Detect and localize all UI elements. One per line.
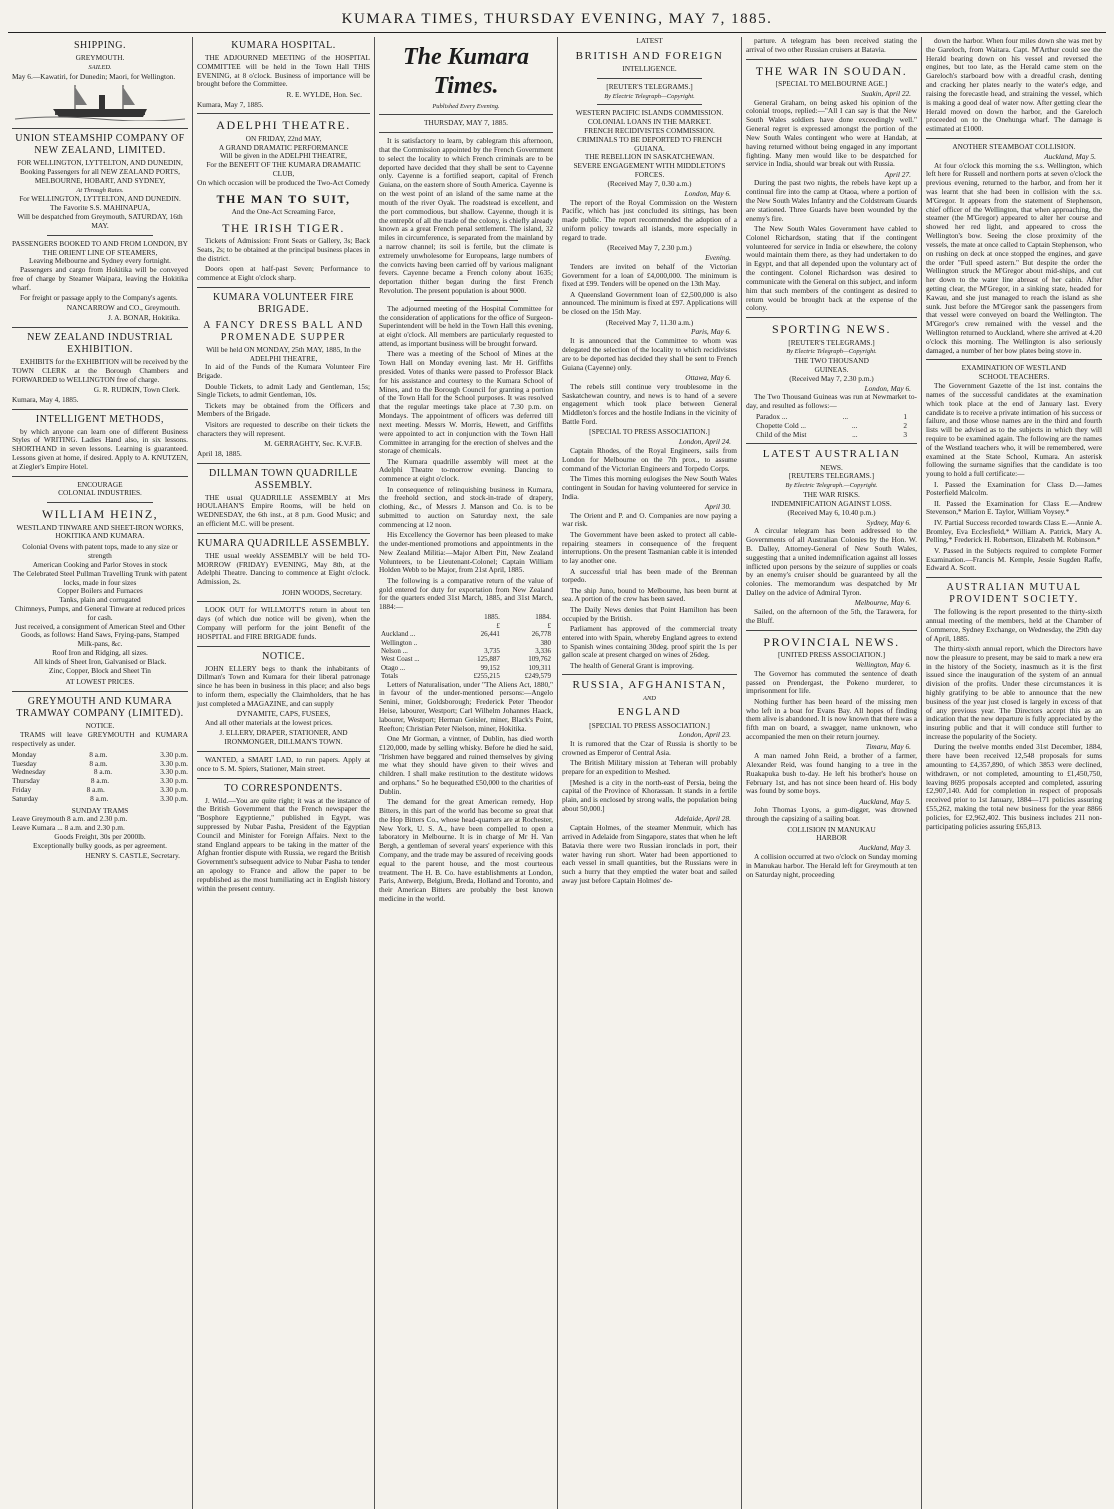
editorial-paragraph: The adjourned meeting of the Hospital Committee for the consideration of applications for the office of Surgeon-Superintendent will be held in the Town Hall this evening, at eight o'clock. All members are particularly requested to attend, as important business will be brought forward. (379, 303, 553, 349)
dateline: Suakin, April 22. (861, 88, 911, 98)
editorial-paragraph: Letters of Naturalisation, under "The Aliens Act, 1880," in favour of the under-mentioned persons:—Angelo Senini, miner, Goldsborough; Frederick Peter Theodor Heise, labourer, Westport; Carl Wilhelm Johannes Haack, labourer, Westport; Herman Geisler, miner, Black's Point, Reefton; Christian Peter Nielson, miner, Hokitika. (379, 679, 553, 733)
am-time: 8 a.m. (90, 776, 110, 786)
adelphi-line-4: For the BENEFIT OF THE KUMARA DRAMATIC CLUB, (206, 160, 361, 179)
shipping-line: May 6.—Kawatiri, for Dunedin; Maori, for Wellington. (12, 71, 176, 81)
usco-line-9: Passengers and cargo from Hokitika will be conveyed free of charge by Steamer Waipara, leaving the Hokitika wharf. (12, 265, 188, 292)
adelphi-theatre-heading: ADELPHI THEATRE. (216, 118, 351, 133)
news-paragraph: Tenders are invited on behalf of the Victorian Government for a loan of £4,000,000. The minimum is fixed at £99. Tenders will be opened on the 13th May. (562, 261, 737, 289)
russia-heading: RUSSIA, AFGHANISTAN, (572, 679, 727, 692)
sporting-news-heading: SPORTING NEWS. (772, 322, 891, 337)
horse-name: Chopette Cold ... (756, 420, 806, 430)
am-time: 8 a.m. (89, 749, 108, 759)
news-paragraph: John Thomas Lyons, a gum-digger, was drowned through the capsizing of a sailing boat. (746, 805, 917, 824)
dateline: Wellington, May 6. (855, 659, 911, 669)
leader-dots: ... (842, 412, 849, 422)
news-paragraph: The Governor has commuted the sentence of death passed on Prendergast, the Pokeno murderer, to imprisonment for life. (746, 668, 917, 696)
table-cell: 26,778 (531, 630, 551, 639)
play-title-1: THE MAN TO SUIT, (216, 191, 351, 206)
news-heading: NEWS. (820, 462, 843, 472)
received-line: (Received May 7, 2.30 p.m.) (607, 243, 692, 253)
table-cell: Totals (381, 672, 399, 681)
divider (197, 778, 370, 779)
column-6 (921, 37, 1106, 1509)
reuters-label: [REUTERS TELEGRAMS.] (788, 471, 875, 481)
nz-exhibition-signature: G. R. RUDKIN, Town Clerk. (93, 384, 180, 394)
copyright-label: By Electric Telegraph.—Copyright. (785, 482, 878, 490)
table-cell: 3,735 (484, 647, 500, 656)
table-cell: 99,152 (480, 663, 500, 672)
news-paragraph: Sailed, on the afternoon of the 5th, the Tarawera, for the Bluff. (746, 607, 917, 625)
editorial-paragraph: The following is a comparative return of the value of gold entered for duty for exportation from New Zealand for the quarters ended 31st March, 1885, and 31st March, 1884:— (379, 575, 553, 612)
page-masthead: KUMARA TIMES, THURSDAY EVENING, MAY 7, 1885. (8, 6, 1106, 33)
table-cell: Nelson ... (381, 647, 408, 656)
encourage-line-1: ENCOURAGE (77, 479, 123, 489)
news-paragraph: A Queensland Government loan of £2,500,000 is also announced. The minimum is fixed at £97. Applications will be closed on the 15th May. (562, 289, 737, 317)
news-heading: SEVERE ENGAGEMENT WITH MIDDLETON'S FORCES. (573, 161, 726, 180)
tramway-heading: GREYMOUTH AND KUMARA TRAMWAY COMPANY (LIMITED). (16, 696, 184, 720)
pm-time: 3.30 p.m. (160, 776, 188, 786)
news-paragraph: The Daily News denies that Point Hamilton has been occupied by the British. (562, 604, 737, 623)
william-heinz-items (12, 543, 188, 675)
news-heading: FRENCH RECIDIVISTES COMMISSION. (584, 126, 715, 136)
fire-brigade-line-4: Double Tickets, to admit Lady and Gentleman, 15s; Single Tickets, to admit Gentleman, 10s. (197, 381, 370, 400)
divider (197, 287, 370, 288)
table-cell (451, 639, 502, 647)
day-label: Thursday (12, 776, 40, 786)
press-association-label: [SPECIAL TO PRESS ASSOCIATION.] (589, 720, 710, 730)
table-cell: 109,311 (528, 663, 551, 672)
divider (197, 751, 370, 752)
table-cell: £255,215 (473, 672, 500, 681)
received-line: (Received May 7, 0.30 a.m.) (607, 178, 692, 188)
table-cell: 380 (540, 638, 551, 647)
exam-list-item: IV. Partial Success recorded towards Class E.—Annie A. Bromley, Eva Ecclesfield,* William A. Patrick, Mary A. Pelling,* Frederick H. Robertson, Elizabeth M. Robinson.* (926, 517, 1102, 545)
news-paragraph: parture. A telegram has been received stating the arrival of two other Russian cruisers at Batavia. (746, 37, 917, 54)
day-label: Wednesday (12, 767, 46, 777)
list-item: Tanks, plain and corrugated (59, 595, 141, 605)
divider (197, 463, 370, 464)
war-in-soudan-heading: THE WAR IN SOUDAN. (755, 63, 908, 78)
received-line: (Received May 6, 10.40 p.m.) (787, 507, 876, 517)
list-item: Chimneys, Pumps, and General Tinware at reduced prices for cash. (14, 603, 186, 622)
play-title-2: THE IRISH TIGER. (222, 220, 345, 235)
tramway-secretary: HENRY S. CASTLE, Secretary. (85, 850, 180, 860)
news-paragraph: A collision occurred at two o'clock on Sunday morning in Manukau harbor. The Herald left for Greymouth at ten on Saturday night, proceeding (746, 852, 917, 879)
column-1 (8, 37, 192, 1509)
divider (12, 409, 188, 410)
news-paragraph: It is rumored that the Czar of Russia is shortly to be crowned as Emperor of Central Asia. (562, 739, 737, 758)
shipping-port: GREYMOUTH. (75, 53, 125, 62)
divider (562, 674, 737, 675)
news-paragraph: A circular telegram has been addressed to the Governments of all Australian Colonies by the Hon. W. B. Dalley, Attorney-General of New South Wales, suggesting that a united indemnification against all losses inflicted upon persons by the seizure of supplies or coals by an enemy's cruiser should be guaranteed by all the colonies. The memorandum was despatched by Mr Dalley on the advice of Admiral Tyron. (746, 526, 917, 597)
am-time: 8 a.m. (86, 784, 105, 794)
tramway-body: TRAMS will leave GREYMOUTH and KUMARA respectively as under. (12, 730, 188, 748)
table-row (12, 795, 188, 804)
column-5 (741, 37, 921, 1509)
list-item: American Cooking and Parlor Stoves in stock (32, 559, 168, 569)
pm-time: 3.30 p.m. (160, 749, 188, 759)
exam-list-item: II. Passed the Examination for Class E.—Andrew Stevenson,* Marion E. Taylor, William Voysey.* (926, 498, 1102, 517)
encourage-line-2: COLONIAL INDUSTRIES. (58, 488, 142, 498)
british-foreign-heading: BRITISH AND FOREIGN (575, 49, 724, 62)
news-heading: THE REBELLION IN SASKATCHEWAN. (584, 152, 715, 162)
shipping-heading: SHIPPING. (73, 40, 126, 51)
goods-freight: Goods Freight, 30s per 2000lb. (54, 832, 146, 842)
ellery-notice-body: JOHN ELLERY begs to thank the inhabitants of Dillman's Town and Kumara for their liberal patronage since he has been in business in this place; and also begs to inform them, especially the Claimholders, that he has just completed a MAGAZINE, and can supply (197, 663, 370, 708)
table-cell: £ (547, 621, 551, 630)
kumara-hospital-body: THE ADJOURNED MEETING of the HOSPITAL COMMITTEE will be held in the Town Hall THIS EVENING, at 8 o'clock. Business of importance will be brought before the Committee. (197, 53, 370, 89)
usco-line-5: The Favorite S.S. MAHINAPUA, (50, 203, 150, 213)
dateline: Adelaide, April 28. (675, 814, 731, 824)
divider (746, 317, 917, 318)
fire-brigade-signature: M. GERRAGHTY, Sec. K.V.F.B. (264, 438, 362, 448)
dateline: Auckland, May 5. (1044, 151, 1096, 161)
list-item: The Celebrated Steel Pullman Travelling Trunk with patent locks, made in four sizes (13, 568, 187, 587)
table-row (379, 647, 553, 655)
ellery-more: And all other materials at the lowest prices. (205, 717, 333, 727)
editorial-paragraph: It is satisfactory to learn, by cablegram this afternoon, that the Commission appointed by the French Government to select the locality to which French criminals are to be deported have decided that they shall be sent to Cayenne only. Cayenne is a fortified seaport, capital of French Guiana, on the eastern shore of South America. Cayenne is on the west point of an island of the same name at the mouth of the river Oyak. The roadstead is excellent, and the port commodious, but shallow. Cayenne, though it is the entrepôt of all the trade of the colony, is chiefly already known as a great French penal settlement. The island, 32 miles in circumference, is separated from the mainland by a narrow channel; its soil is fertile, but the climate is extremely unwholesome for Europeans, large numbers of the convicts having been carried off by various malignant fevers. Cayenne became a French colony about 1635; deportation thither began during the first French Revolution. The present population is about 9000. (379, 136, 553, 296)
table-row (379, 639, 553, 647)
tram-timetable (12, 751, 188, 804)
tramway-notice: NOTICE. (85, 721, 115, 731)
exam-list-item: I. Passed the Examination for Class D.—James Posterfield Malcolm. (926, 479, 1102, 498)
nz-exhibition-date: Kumara, May 4, 1885. (12, 394, 79, 404)
adelphi-line-3: Will be given in the ADELPHI THEATRE, (219, 151, 348, 161)
dillman-quadrille-body: THE usual QUADRILLE ASSEMBLY at Mrs HOULAHAN'S Empire Rooms, will be held on WEDNESDAY, the 6th inst., at 8 p.m. Good Music; and an efficient M.C. will be present. (197, 492, 370, 528)
nz-exhibition-body: EXHIBITS for the EXHIBITION will be received by the TOWN CLERK at the Borough Chambers and FORWARDED to WELLINGTON free of charge. (12, 357, 188, 384)
usco-agent-2: J. A. BONAR, Hokitika. (107, 313, 180, 323)
divider (197, 601, 370, 602)
correspondents-body: J. Wild.—You are quite right; it was at the instance of the British Government that the French newspaper the "Bosphore Egyptienne," published in Egypt, was suppressed by Nubar Pasha, President of the Egyptian Council and Minister for Foreign Affairs. Next to the stand England appears to be taking in the matter of the Afghan frontier dispute with Russia, we regard the British Government's subsequent advice to Nubar Pasha to tender an apology to France and allow the paper to be republished as the most humiliating act in English history within the present century. (197, 795, 370, 893)
divider (197, 533, 370, 534)
news-paragraph: The Orient and P. and O. Companies are now paying a war risk. (562, 510, 737, 529)
table-cell: £249,579 (524, 672, 551, 681)
divider (597, 104, 702, 105)
dateline: Sydney, May 6. (866, 517, 911, 527)
news-paragraph: The following is the report presented to the thirty-sixth annual meeting of the members, held at the Chamber of Commerce, Sydney Exchange, on Wednesday, the 29th day of April, 1885. (926, 607, 1102, 643)
divider (746, 630, 917, 631)
table-cell: 1885. (484, 613, 500, 622)
school-teachers-heading: SCHOOL TEACHERS. (978, 372, 1050, 382)
fire-brigade-line-3: In aid of the Funds of the Kumara Volunteer Fire Brigade. (197, 362, 370, 381)
usco-line-8: Leaving Melbourne and Sydney every fortnight. (29, 256, 171, 266)
gold-export-table (379, 613, 553, 680)
dateline: London, April 23. (678, 730, 731, 740)
kumara-hospital-signature: R. E. WYLDE, Hon. Sec. (286, 89, 362, 99)
sunday-trams-heading: SUNDAY TRAMS (71, 805, 129, 815)
divider (414, 300, 518, 301)
usco-line-6: Will be despatched from Greymouth, SATURDAY, 16th MAY. (17, 212, 183, 230)
news-paragraph: A man named John Reid, a brother of a farmer, Alexander Reid, was found hanging to a tree in the Ruakapuka bush to-day. He left his brother's house on February 1st, and has not since been heard of. His body was found by some boys. (746, 751, 917, 796)
table-row (379, 613, 553, 621)
day-label: Saturday (12, 793, 39, 803)
news-paragraph: down the harbor. When four miles down she was met by the Gareloch, from Waitara. Capt. M'Arthur could see the Herald bearing down on his vessel and reversed the engines, but too late, as the Herald came stem on the Gareloch's starboard bow with a dreadful crash, denting and cracking her plates nearly to the water's edge, and raising the forecastle head, and straining the vessel, which is making a good deal of water now. After getting clear the Herald moved on down the harbor, and the Gareloch proceeded on to the Onehunga wharf. The damage is estimated at £1000. (926, 37, 1102, 134)
william-heinz-heading: WILLIAM HEINZ, (41, 507, 159, 522)
union-steamship-heading: UNION STEAMSHIP COMPANY OF NEW ZEALAND, LIMITED. (15, 133, 185, 157)
ellery-dynamite: DYNAMITE, CAPS, FUSEES, (236, 709, 331, 719)
news-paragraph: The thirty-sixth annual report, which the Directors have now the pleasure to present, may be said to mark a new era in the history of the Society, inasmuch as it is the first issued since the inauguration of the system of an annual division of the profits. Under these circumstances it is highly gratifying to be able to announce that the new business of the year just closed is largely in excess of that of any previous year. The Directors accept this as an indication that the new departure is fully appreciated by the insuring public and that it will conduce still further to increase the popularity of the Society. (926, 643, 1102, 741)
russia-and: AND (643, 694, 656, 702)
sunday-trams-line-1: Leave Greymouth 8 a.m. and 2.30 p.m. (12, 814, 128, 824)
dateline: April 30. (704, 501, 731, 511)
bulky-goods: Exceptionally bulky goods, as per agreement. (33, 840, 167, 850)
pm-time: 3.30 p.m. (160, 793, 188, 803)
news-paragraph: [Meshed is a city in the north-east of Persia, being the capital of the Province of Khorassan. It stands in a fertile plain, and is enclosed by strong walls, the population being about 50,000.] (562, 777, 737, 813)
divider (12, 476, 188, 477)
divider (12, 128, 188, 129)
latest-australian-heading: LATEST AUSTRALIAN (762, 448, 901, 461)
dateline: Paris, May 6. (691, 327, 731, 337)
editorial-paragraph: His Excellency the Governor has been pleased to make the under-mentioned promotions and appointments in the New Zealand Militia:—Major Albert Pitt, New Zealand Volunteers, to be Lieutenant-Colonel; Captain William Holden Webb to be Major, from 21st April, 1885. (379, 530, 553, 575)
news-paragraph: The New South Wales Government have cabled to Colonel Richardson, stating that if the contingent volunteered for service in India or elsewhere, the colony would maintain them there, as they had undertaken to do in Egypt, and that all depended upon the voluntary act of the contingent. Colonel Richardson was desired to communicate with the General on this subject, and inform him that such members of the contingent as desired to return would be brought back at the expense of the colony. (746, 224, 917, 313)
exam-list-item: V. Passed in the Subjects required to complete Former Examination.—Francis M. Kemple, Jessie Sugden Raffe, Edward A. Scott. (926, 545, 1102, 573)
table-cell: 125,887 (477, 655, 500, 664)
table-row (379, 664, 553, 672)
divider (12, 691, 188, 692)
dateline: London, April 24. (678, 437, 731, 447)
steamship-illustration (12, 81, 188, 121)
divider (47, 235, 153, 236)
look-out-notice: LOOK OUT for WILLMOTT'S return in about ten days (of which due notice will be given), when the Company will perform for the joint Benefit of the HOSPITAL and FIRE BRIGADE funds. (197, 605, 370, 641)
editorial-paragraph: One Mr Gorman, a vintner, of Dublin, has died worth £120,000, made by selling whisky. Before he died he said, "Irishmen have beggared and ruined themselves by giving me what they should have given to their wives and children. I shall make restitution to the destitute widows and orphans." So he bequeathed £50,000 to the charities of Dublin. (379, 733, 553, 796)
dillman-quadrille-heading: DILLMAN TOWN QUADRILLE ASSEMBLY. (209, 467, 358, 491)
collision-heading: COLLISION IN MANUKAU (787, 824, 876, 834)
news-paragraph: It is announced that the Committee to whom was delegated the selection of the locality to which recidivistes are to be deported has decided they shall be sent to French Guiana (Cayenne) only. (562, 336, 737, 372)
news-paragraph: During the past two nights, the rebels have kept up a continual fire into the camp at Otaoa, where a portion of the New South Wales Infantry and the Coldstream Guards are stationed. Three Guards have been wounded by the enemy's fire. (746, 178, 917, 223)
kumara-quadrille-body: THE usual weekly ASSEMBLY will be held TO-MORROW (FRIDAY) EVENING, May 8th, at the Adelphi Theatre. Dancing to commence at Eight o'clock. Admission, 2s. (197, 550, 370, 587)
placing: 3 (903, 429, 907, 439)
dateline: Auckland, May 5. (859, 796, 911, 806)
news-paragraph: The report of the Royal Commission on the Western Pacific, which has just concluded its sittings, has been made public. The report recommended the adoption of a uniform policy towards all islands, more especially in regard to trade. (562, 197, 737, 242)
table-row (379, 655, 553, 663)
horse-name: Child of the Mist (756, 429, 807, 439)
table-cell: Auckland ... (381, 630, 416, 639)
column-4 (557, 37, 741, 1509)
harbor-heading: HARBOR (816, 833, 847, 843)
usco-line-3: At Through Rates. (76, 186, 124, 194)
adelphi-line-1: ON FRIDAY, 22nd MAY, (245, 133, 322, 143)
usco-line-1: FOR WELLINGTON, LYTTELTON, AND DUNEDIN, (17, 158, 183, 168)
england-heading: ENGLAND (617, 706, 682, 719)
dateline: Ottawa, May 6. (685, 372, 731, 382)
kumara-hospital-date: Kumara, May 7, 1885. (197, 99, 264, 109)
race-results (746, 413, 917, 439)
fire-brigade-date: April 18, 1885. (197, 448, 242, 458)
news-paragraph: A successful trial has been made of the Brennan torpedo. (562, 566, 737, 585)
kumara-quadrille-signature: JOHN WOODS, Secretary. (281, 587, 362, 597)
list-item: Colonial Ovens with patent tops, made to any size or strength (22, 542, 178, 561)
fancy-dress-ball: A FANCY DRESS BALL AND PROMENADE SUPPER (203, 319, 364, 343)
latest-label: LATEST (636, 37, 663, 45)
news-paragraph: General Graham, on being asked his opinion of the colonial troops, replied:—"All I can say is that the New South Wales soldiers have done exceedingly well." General regret is expressed amongst the portion of the New South Wales contingent who were at Handab, at having returned without being engaged in any important fighting. Many men would like to be despatched for service in India, should war break out with Russia. (746, 97, 917, 169)
editorial-paragraph: There was a meeting of the School of Mines at the Town Hall on Monday evening last. Mr H. Griffiths presided. Votes of thanks were passed to Professor Black for his assistance and courtesy to the Kumara School of Mines, and to the Borough Council for granting a portion of the Town Hall for the School purposes. It was resolved that the regular meetings take place at 7.30 p.m. on Mondays. The appointment of officers was deferred till next meeting. Messrs W. Morris, Hewett, and Griffiths were appointed to act in conjunction with the Town Hall Committee in arranging for the erection of shelves and the storage of chemicals. (379, 349, 553, 456)
news-paragraph: The health of General Grant is improving. (570, 660, 694, 670)
indemnification-heading: INDEMNIFICATION AGAINST LOSS. (771, 498, 892, 508)
column-2 (192, 37, 374, 1509)
news-paragraph: The Times this morning eulogises the New South Wales contingent in Soudan for having volunteered for service in India. (562, 473, 737, 501)
paper-title: The Kumara Times. (402, 44, 530, 99)
list-item: All kinds of Sheet Iron, Galvanised or Black. (33, 656, 167, 666)
divider (926, 359, 1102, 360)
divider (926, 138, 1102, 139)
issue-date: THURSDAY, MAY 7, 1885. (424, 118, 508, 128)
pm-time: 3.30 p.m. (160, 784, 188, 794)
reuters-label: [REUTER'S TELEGRAMS.] (606, 81, 693, 91)
ellery-signature: J. ELLERY, DRAPER, STATIONER, AND IRONMONGER, DILLMAN'S TOWN. (219, 728, 348, 747)
news-paragraph: During the twelve months ended 31st December, 1884, there have been received 12,548 proposals for sums amounting to £4,357,890, of which 3853 were declined, withdrawn, or not completed, amounting to £1,450,750, leaving 8695 proposals accepted and completed, assuring £2,907,140. Add for completion in respect of proposals received prior to 1st January, 1884—171 policies assuring £55,262, making the total new business for the year 8866 policies, for £2,962,402. This business includes 211 non-participating policies assuring £65,813. (926, 742, 1102, 831)
wanted-notice: WANTED, a SMART LAD, to run papers. Apply at once to S. M. Spiers, Stationer, Main street. (197, 754, 370, 773)
news-paragraph: The Two Thousand Guineas was run at Newmarket to-day, and resulted as follows:— (746, 392, 917, 411)
dateline: London, May 6. (684, 188, 731, 198)
news-paragraph: Parliament has approved of the commercial treaty entered into with Spain, whereby England agrees to extend to Spanish wines containing 30deg. proof spirit the 1s per gallon scale at present charged on wines of 26deg. (562, 623, 737, 660)
adelphi-line-5: On which occasion will be produced the Two-Act Comedy (197, 177, 370, 187)
war-risks-heading: THE WAR RISKS. (803, 490, 860, 500)
am-time: 8 a.m. (89, 758, 108, 768)
dateline: April 27. (884, 169, 911, 179)
column-3 (374, 37, 557, 1509)
table-cell (379, 622, 451, 630)
news-paragraph: The rebels still continue very troublesome in the Saskatchewan country, and news is to hand of a severe engagement which took place between General Middleton's forces and the hostile Indians in the vicinity of Battle Ford. (562, 381, 737, 427)
news-paragraph: At four o'clock this morning the s.s. Wellington, which left here for Russell and northern ports at seven o'clock the previous evening, returned to the harbor, and from her it was learnt that she had been in collision with the s.s. M'Gregor. It appears from the statement of Stephenson, chief officer of the Wellington, that when approaching, the steamer (the M'Gregor) appeared to alter her course and showed her red light, and appeared to cross the Wellington's bow. Seeing the close proximity of the vessels, the mate at once called to Captain Stephenson, who on rushing on deck at once stopped the engines, and gave the order "Full speed astern." But despite the order the Wellington struck the M'Gregor about mid-ships, and cut her down to the water line abreast of her cabin. After getting clear, the M'Gregor, in a sinking state, headed for Kawau, and she just managed to reach the island as she sunk. Just before the M'Gregor sank the passengers from that vessel were conveyed on board the Wellington. The M'Gregor's crew remained with the vessel and the Wellington returned to Auckland, where she arrived at 4.20 o'clock this morning. The Wellington is also seriously damaged, a number of her bow plates being stove in. (926, 160, 1102, 355)
pm-time: 3.30 p.m. (160, 767, 188, 777)
table-row (379, 622, 553, 630)
table-cell: West Coast ... (381, 655, 420, 664)
table-cell: Wellington .. (381, 638, 418, 647)
news-paragraph: The Government Gazette of the 1st inst. contains the names of the successful candidates at the examination which took place at the end of January last. Every candidate is to receive a private intimation of his success or failure, and those whose names are in the third and fourth lists will be advised as to the subjects in which they will require to be examined again. The following are the names of the Westland teachers who, it will be remembered, were examined at the State School, Kumara. An asterisk following the surname signifies that the candidate is too young to hold a full certificate:— (926, 381, 1102, 479)
fire-brigade-line-2: Will be held ON MONDAY, 25th MAY, 1885, In the ADELPHI THEATRE, (206, 344, 361, 363)
table-row (379, 630, 553, 638)
published-every-evening: Published Every Evening. (432, 102, 500, 110)
table-cell: 26,441 (480, 630, 500, 639)
nz-exhibition-heading: NEW ZEALAND INDUSTRIAL EXHIBITION. (27, 332, 173, 356)
placing: 1 (903, 412, 907, 422)
news-heading: COLONIAL LOANS IN THE MARKET. (587, 117, 712, 127)
usco-line-10: For freight or passage apply to the Company's agents. (20, 293, 178, 303)
columns (8, 37, 1106, 1509)
list-item: Zinc, Copper, Block and Sheet Tin (49, 665, 151, 675)
table-cell (379, 613, 451, 621)
usco-line-2: Booking Passengers for all NEW ZEALAND PORTS, MELBOURNE, HOBART, AND SYDNEY, (20, 167, 180, 185)
pm-time: 3.30 p.m. (160, 758, 188, 768)
reuters-label: [REUTER'S TELEGRAMS.] (788, 337, 875, 347)
divider (746, 443, 917, 444)
kumara-quadrille-heading: KUMARA QUADRILLE ASSEMBLY. (197, 537, 370, 549)
press-association-label: [SPECIAL TO PRESS ASSOCIATION.] (589, 427, 710, 437)
table-cell: Otago ... (381, 663, 406, 672)
adelphi-line-8: Doors open at half-past Seven; Performance to commence at Eight o'clock sharp. (197, 264, 370, 282)
am-time: 8 a.m. (93, 767, 113, 777)
intelligence-heading: INTELLIGENCE. (622, 64, 677, 73)
adelphi-line-2: A GRAND DRAMATIC PERFORMANCE (218, 142, 349, 152)
dateline: Evening. (705, 252, 731, 262)
divider (746, 59, 917, 60)
table-cell: 109,762 (528, 655, 551, 664)
day-label: Friday (12, 784, 32, 794)
lowest-prices: AT LOWEST PRICES. (65, 677, 135, 687)
editorial-paragraph: The Kumara quadrille assembly will meet at the Adelphi Theatre to-morrow evening. Dancing to commence at eight o'clock. (379, 456, 553, 484)
copyright-label: By Electric Telegraph—Copyright. (786, 348, 877, 356)
usco-line-7: PASSENGERS BOOKED TO AND FROM LONDON, BY THE ORIENT LINE OF STEAMERS, (12, 238, 188, 257)
editorial-paragraph: The demand for the great American remedy, Hop Bitters, in this part of the world has become so great that the Hop Bitters Co., whose head-quarters are at Rochester, New York, U. S. A., have been compelled to open a laboratory in Melbourne. It is in charge of Mr H. Van Bergh, a gentleman of several years' experience with this Company, and the trade may be assured of receiving goods equal to the parent house, and the most courteous treatment. The H. B. Co. have establishments at London, Paris, Antwerp, Belgium, Breda, Holland and Toronto, and their American Bitters are probably the best known medicine in the world. (379, 797, 553, 904)
news-paragraph: The ship Juno, bound to Melbourne, has been burnt at sea. A portion of the crew has been saved. (562, 585, 737, 604)
divider (926, 577, 1102, 578)
copyright-label: By Electric Telegraph—Copyright. (604, 92, 695, 100)
editorial-paragraph: In consequence of relinquishing business in Kumara, the freehold section, and stock-in-trade of drapery, clothing, &c., of Messrs J. Manson and Co. is to be submitted to auction on Saturday next, the sale commencing at 12 noon. (379, 484, 553, 529)
leader-dots: ... (851, 420, 858, 430)
news-heading: WESTERN PACIFIC ISLANDS COMMISSION. (575, 108, 724, 118)
adelphi-line-7: Tickets of Admission: Front Seats or Gallery, 3s; Back Seats, 2s; to be obtained at the principal business places in the district. (197, 236, 370, 263)
horse-name: Paradox ... (756, 412, 788, 422)
dateline: Timaru, May 6. (865, 742, 911, 752)
list-item: Copper Boilers and Furnaces (57, 586, 143, 596)
divider (12, 327, 188, 328)
table-row (756, 431, 907, 440)
shipping-sailed: SAILED. (88, 63, 112, 71)
table-cell: £ (496, 621, 500, 630)
intelligent-methods-heading: INTELLIGENT METHODS, (35, 413, 165, 425)
list-item: Roof Iron and Ridging, all sizes. (52, 648, 148, 658)
sunday-trams-line-2: Leave Kumara ... 8 a.m. and 2.30 p.m. (12, 823, 125, 833)
steamboat-collision-heading: ANOTHER STEAMBOAT COLLISION. (952, 141, 1076, 151)
table-cell: 1884. (535, 613, 551, 622)
united-press-label: [UNITED PRESS ASSOCIATION.] (777, 650, 886, 660)
day-label: Tuesday (12, 758, 37, 768)
melbourne-age-label: [SPECIAL TO MELBOURNE AGE.] (775, 79, 888, 89)
correspondents-heading: TO CORRESPONDENTS. (224, 782, 343, 794)
kumara-hospital-heading: KUMARA HOSPITAL. (231, 40, 336, 51)
dateline: Auckland, May 3. (859, 843, 911, 853)
fire-brigade-line-6: Visitors are requested to describe on their tickets the characters they will represent. (197, 419, 370, 438)
intelligent-methods-body: by which anyone can learn one of different Business Styles of WRITING. Ladies Hand also, in six lessons. SHORTHAND in seven lessons. Learning is guaranteed. Lessons given at home, if desired. Apply to A. KNUTZEN, at Ziegler's Empire Hotel. (12, 426, 188, 471)
usco-line-4: For WELLINGTON, LYTTELTON, AND DUNEDIN. (19, 194, 181, 204)
examination-heading: EXAMINATION OF WESTLAND (961, 363, 1067, 373)
news-paragraph: Captain Rhodes, of the Royal Engineers, sails from London for Melbourne on the 7th prox., to assume command of the Victorian Engineers and Torpedo Corps. (562, 445, 737, 473)
news-paragraph: The British Military mission at Teheran will probably prepare for an expedition to Meshed. (562, 758, 737, 777)
fire-brigade-heading: KUMARA VOLUNTEER FIRE BRIGADE. (213, 291, 354, 315)
list-item: Just received, a consignment of American Steel and Other Goods, as follows: Hand Saws, Frying-pans, Stamped Milk-pans, &c. (14, 621, 186, 649)
adelphi-line-6: And the One-Act Screaming Farce, (231, 207, 336, 217)
amp-society-heading: AUSTRALIAN MUTUAL PROVIDENT SOCIETY. (946, 582, 1082, 606)
leader-dots: ... (852, 429, 858, 439)
news-paragraph: The Government have been asked to protect all cable-repairing steamers in consequence of the frequent interruptions. On the present Tasmanian cable it is intended to lay another one. (562, 529, 737, 566)
table-cell: 3,336 (535, 647, 551, 656)
received-line: (Received May 7, 11.30 a.m.) (605, 317, 694, 327)
william-heinz-subheading: WESTLAND TINWARE AND SHEET-IRON WORKS, HOKITIKA AND KUMARA. (16, 522, 184, 541)
divider (379, 132, 553, 133)
dateline: London, May 6. (864, 383, 911, 393)
two-thousand-heading: THE TWO THOUSAND (794, 356, 869, 366)
notice-heading: NOTICE. (262, 650, 305, 662)
usco-agent-1: NANCARROW and CO., Greymouth. (66, 303, 180, 313)
divider (379, 114, 553, 115)
news-paragraph: Captain Holmes, of the steamer Menmuir, which has arrived in Adelaide from Singapore, states that when he left Batavia there were two Russian ironclads in port, their water having run short. Water had been apportioned to each vessel in small quantities, but the Russians were in such a hurry that they emptied the water boat and sailed away just before Captain Holmes' de- (562, 823, 737, 885)
divider (197, 646, 370, 647)
divider (47, 502, 153, 503)
divider (197, 113, 370, 114)
news-heading: CRIMINALS TO BE DEPORTED TO FRENCH GUIANA. (577, 134, 722, 153)
provincial-news-heading: PROVINCIAL NEWS. (763, 634, 900, 649)
am-time: 8 a.m. (90, 793, 109, 803)
guineas-heading: GUINEAS. (814, 364, 849, 374)
received-line: (Received May 7, 2.30 p.m.) (789, 373, 874, 383)
dateline: Melbourne, May 6. (854, 598, 911, 608)
divider (597, 78, 702, 79)
fire-brigade-line-5: Tickets may be obtained from the Officers and Members of the Brigade. (197, 400, 370, 419)
news-paragraph: Nothing further has been heard of the missing men who left in a boat for Evans Bay. All hopes of finding them alive is abandoned. It is now known that there was a fifth man on board, a swagger, name unknown, who accompanied the men on their return journey. (746, 696, 917, 741)
day-label: Monday (12, 749, 37, 759)
placing: 2 (903, 420, 907, 430)
